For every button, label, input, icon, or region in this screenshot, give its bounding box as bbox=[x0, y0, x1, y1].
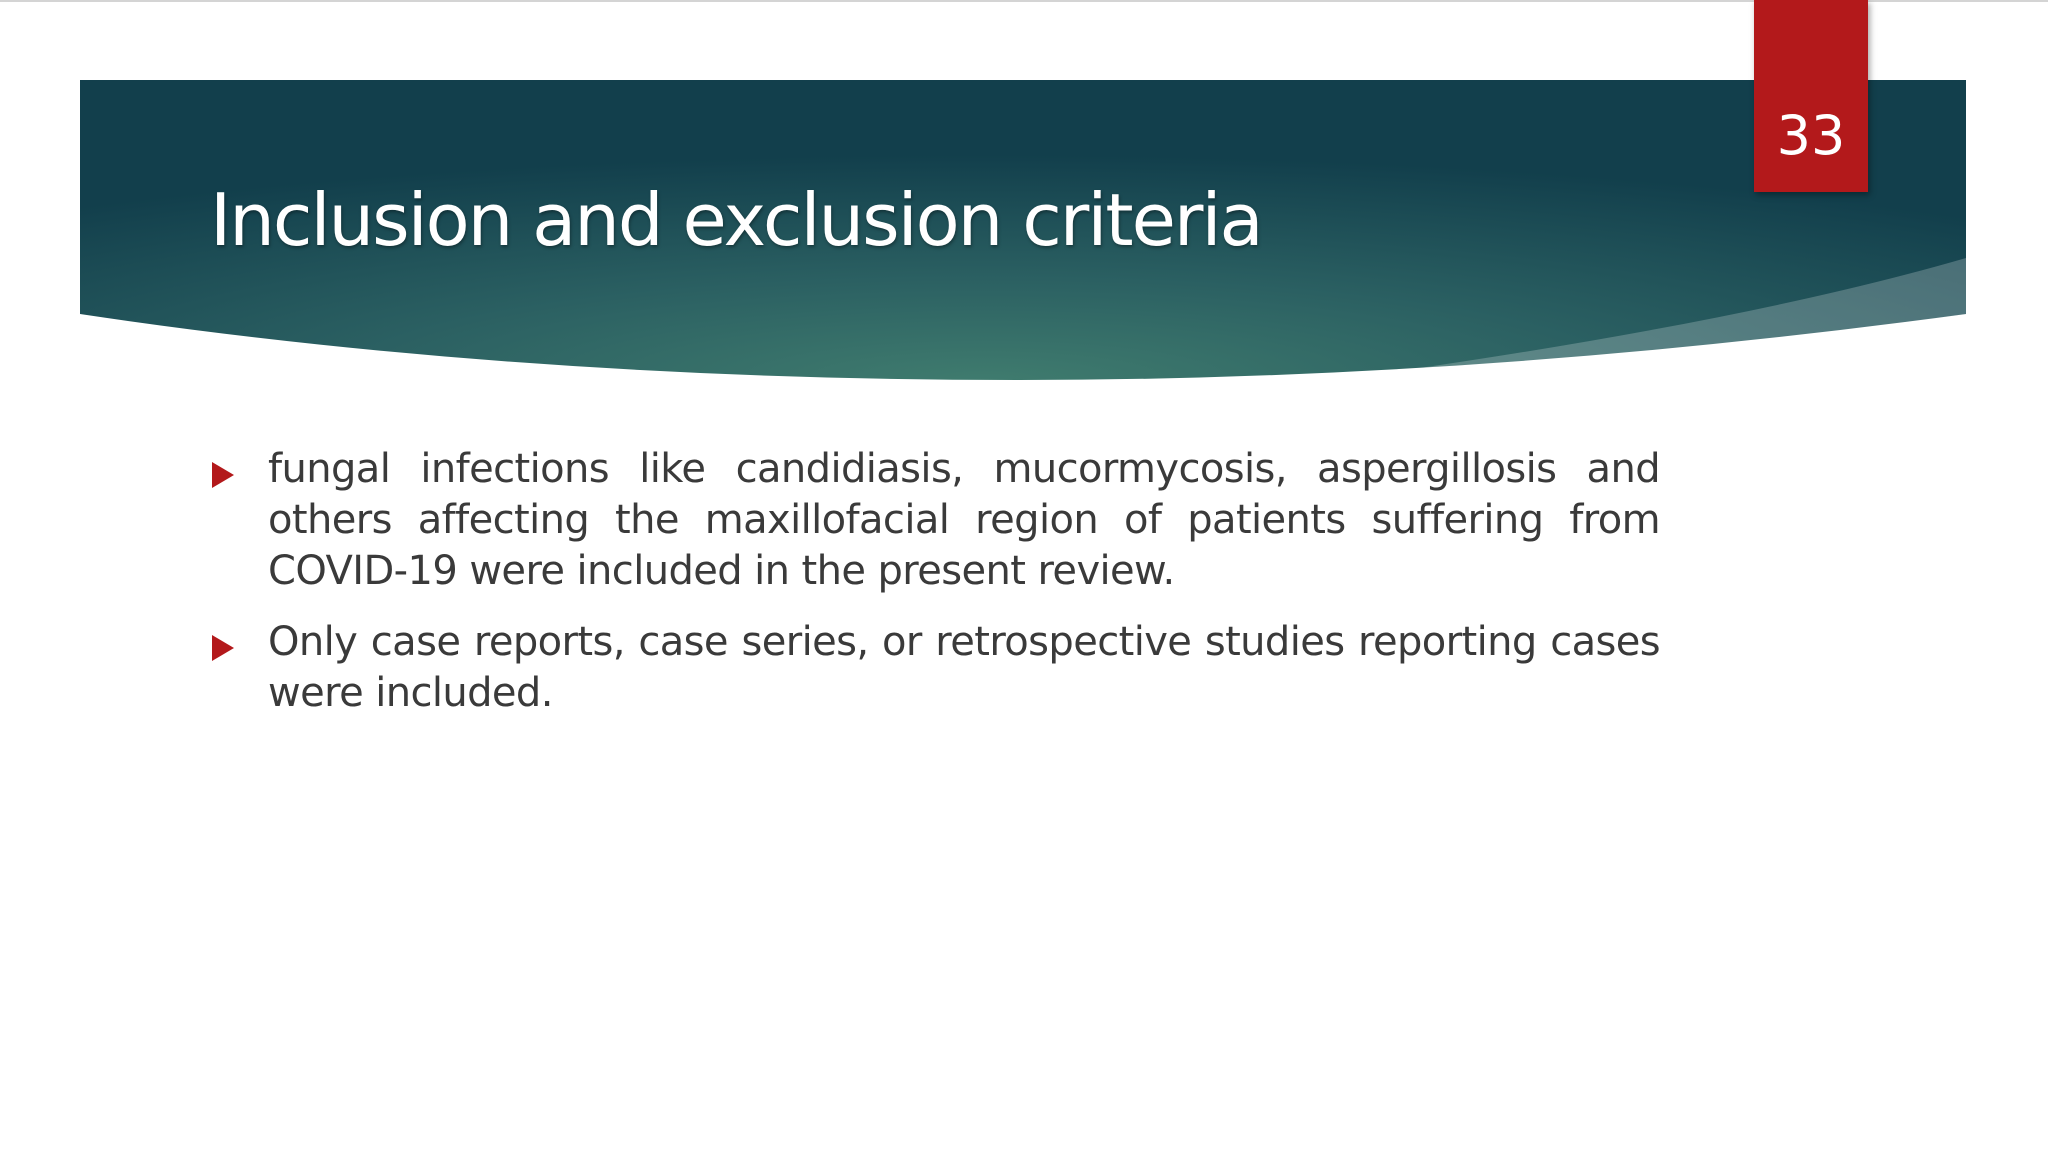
bullet-item bbox=[208, 444, 1660, 597]
triangle-right-icon bbox=[212, 462, 234, 488]
bullet-list bbox=[208, 444, 1660, 739]
slide-title: Inclusion and exclusion criteria bbox=[210, 178, 1262, 262]
triangle-right-icon bbox=[212, 635, 234, 661]
page-number: 33 bbox=[1776, 104, 1846, 167]
bullet-text: Only case reports, case series, or retrospective studies reporting cases were included. bbox=[268, 619, 1660, 716]
page-number-tab bbox=[1754, 0, 1868, 192]
bullet-text: fungal infections like candidiasis, mucormycosis, aspergillosis and others affecting the maxillofacial region of patients suffering from COVID-19 were included in the present review. bbox=[268, 446, 1660, 594]
bullet-item bbox=[208, 617, 1660, 719]
